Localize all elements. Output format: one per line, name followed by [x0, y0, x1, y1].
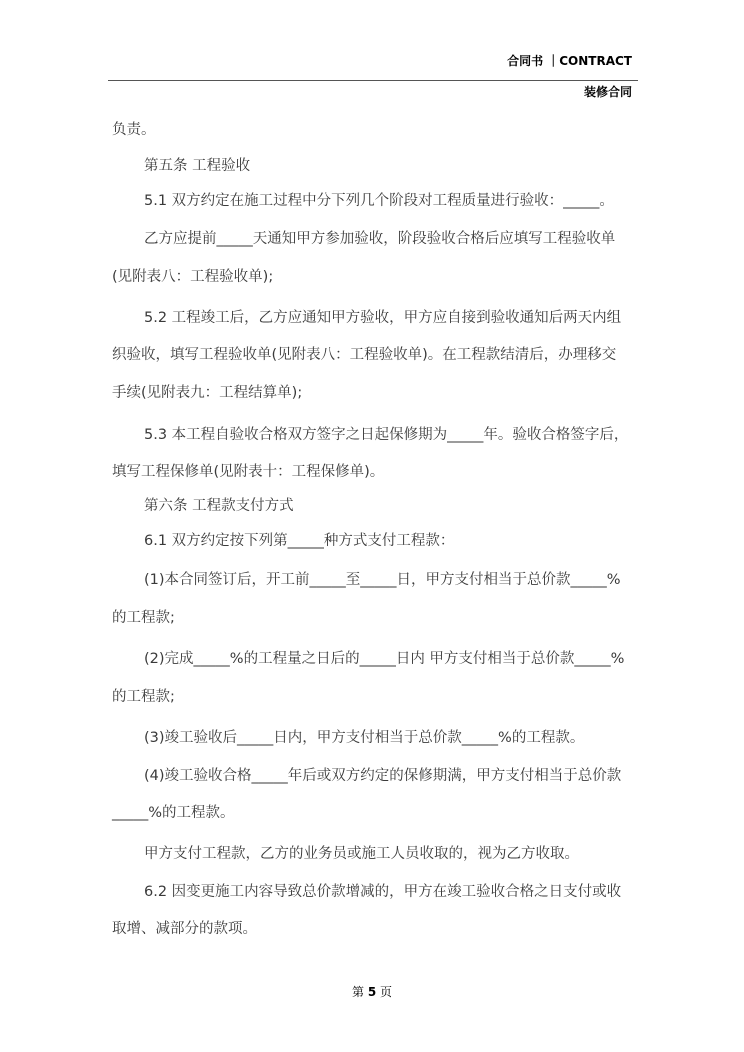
clause-5-1: 5.1 双方约定在施工过程中分下列几个阶段对工程质量进行验收：_____。 — [144, 193, 614, 209]
payment-option-2-cont: 的工程款; — [112, 689, 175, 705]
payment-option-1-cont: 的工程款; — [112, 610, 175, 626]
clause-6-1: 6.1 双方约定按下列第_____种方式支付工程款： — [144, 533, 455, 549]
header-title: 合同书 ｜CONTRACT — [507, 54, 632, 68]
clause-6-2-cont: 取增、减部分的款项。 — [112, 921, 257, 937]
clause-5-3-cont: 填写工程保修单(见附表十：工程保修单)。 — [112, 464, 385, 480]
section-heading-article-5: 第五条 工程验收 — [144, 158, 251, 174]
clause-5-1-text-cont: (见附表八：工程验收单); — [112, 269, 274, 285]
page-prefix: 第 — [351, 985, 364, 999]
clause-5-2-cont-2: 手续(见附表九：工程结算单); — [112, 385, 303, 401]
payment-option-3: (3)竣工验收后_____日内，甲方支付相当于总价款_____%的工程款。 — [144, 730, 585, 746]
clause-5-3: 5.3 本工程自验收合格双方签字之日起保修期为_____年。验收合格签字后， — [144, 427, 629, 443]
payment-option-1: (1)本合同签订后，开工前_____至_____日，甲方支付相当于总价款_____% — [144, 572, 621, 588]
section-heading-article-6: 第六条 工程款支付方式 — [144, 498, 294, 514]
page-suffix: 页 — [380, 985, 393, 999]
page-number-footer — [0, 983, 744, 1000]
header-divider — [108, 80, 638, 81]
payment-receipt-note: 甲方支付工程款，乙方的业务员或施工人员收取的，视为乙方收取。 — [144, 846, 579, 862]
payment-option-4: (4)竣工验收合格_____年后或双方约定的保修期满，甲方支付相当于总价款 — [144, 768, 622, 784]
header-subtitle: 装修合同 — [583, 85, 632, 99]
clause-6-2: 6.2 因变更施工内容导致总价款增减的，甲方在竣工验收合格之日支付或收 — [144, 884, 622, 900]
page-number: 5 — [367, 985, 377, 999]
payment-option-4-cont: _____%的工程款。 — [112, 805, 235, 821]
text-line-continuation: 负责。 — [112, 122, 156, 138]
clause-5-2: 5.2 工程竣工后，乙方应通知甲方验收，甲方应自接到验收通知后两天内组 — [144, 310, 622, 326]
clause-5-1-text: 乙方应提前_____天通知甲方参加验收，阶段验收合格后应填写工程验收单 — [144, 231, 616, 247]
payment-option-2: (2)完成_____%的工程量之日后的_____日内 甲方支付相当于总价款_____% — [144, 651, 625, 667]
clause-5-2-cont-1: 织验收，填写工程验收单(见附表八：工程验收单)。在工程款结清后，办理移交 — [112, 347, 617, 363]
